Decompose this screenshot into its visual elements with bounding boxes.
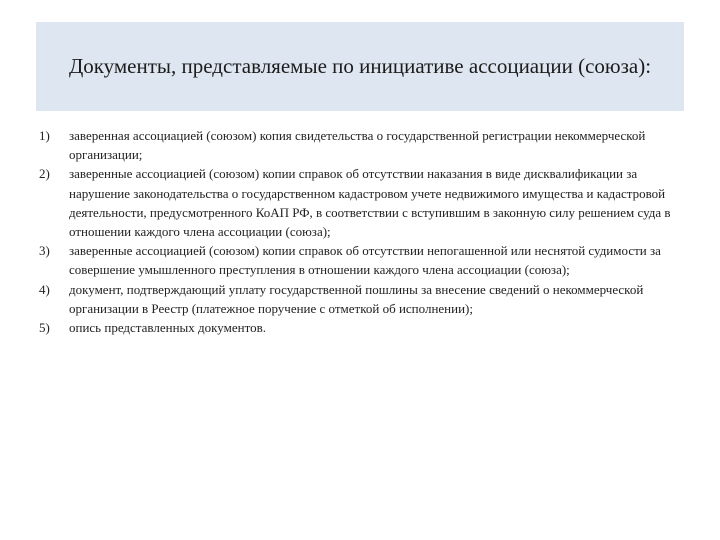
list-item-number: 1) <box>39 128 50 143</box>
list-item-text: заверенные ассоциацией (союзом) копии справок об отсутствии непогашенной или неснятой судимости за совершение умышленного преступления в отношении каждого члена ассоциации (союза); <box>69 243 661 278</box>
list-item-2 <box>39 164 679 241</box>
list-item-number: 5) <box>39 320 50 336</box>
list-item-number: 3) <box>39 243 50 259</box>
list-item-1 <box>39 126 679 164</box>
list-item-text: опись представленных документов. <box>69 320 266 336</box>
list-item-text: заверенная ассоциацией (союзом) копия свидетельства о государственной регистрации некоммерческой организации; <box>69 128 646 163</box>
title-banner <box>36 22 684 111</box>
list-item-text: документ, подтверждающий уплату государственной пошлины за внесение сведений о некоммерческой организации в Реестр (платежное поручение с отметкой об исполнении); <box>69 281 644 316</box>
list-item-number: 4) <box>39 281 50 297</box>
list-item-5 <box>39 318 679 337</box>
list-item-4 <box>39 280 679 318</box>
slide-title: Документы, представляемые по инициативе ассоциации (союза): <box>68 54 652 78</box>
documents-list <box>39 126 679 337</box>
list-item-3 <box>39 241 679 279</box>
list-item-text: заверенные ассоциацией (союзом) копии справок об отсутствии наказания в виде дисквалификации за нарушение законодательства о государственном кадастровом учете недвижимого имущества и кадастровой деятельности, предусмотренного КоАП РФ, в соответствии с вступившим в законную силу решением суда в отношении каждого члена ассоциации (союза); <box>69 166 671 240</box>
list-item-number: 2) <box>39 166 50 182</box>
